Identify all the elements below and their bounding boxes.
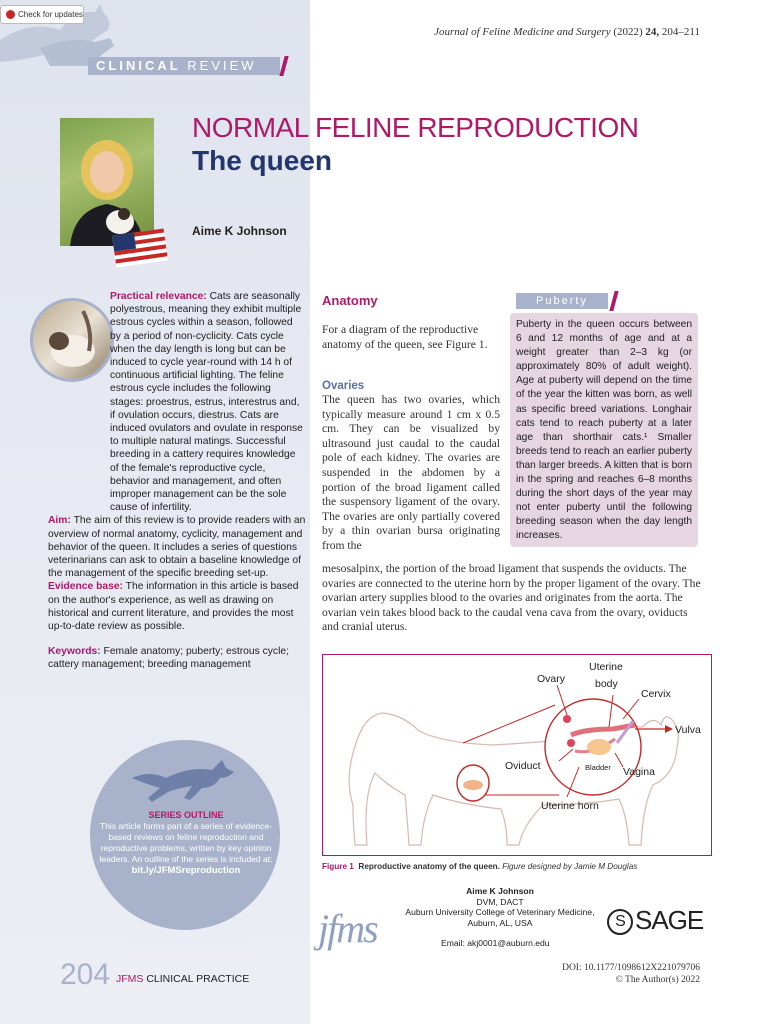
doi-link[interactable]: DOI: 10.1177/1098612X221079706 (562, 963, 700, 973)
sage-logo: S SAGE (607, 905, 703, 936)
author-contact: Aime K Johnson DVM, DACT Auburn University College of Veterinary Medicine, Auburn, AL, USA (405, 886, 595, 928)
article-summary: Practical relevance: Cats are seasonally polyestrous, meaning they exhibit multiple estrous cycles within a season, followed by a period of non-cyclicity. Cats cycle when the day length is long but can be induced to cycle year-round with 14 h of continuous artificial lighting. The feline estrous cycle includes the following stages: proestrus, estrus, interestrus and, if ovulation occurs, diestrus. Cats are induced ovulators and ovulate in response to multiple natural matings. Successful breeding in a cattery requires knowledge of the female's reproductive cycle, behavior and management, and often improper management can be the sole cause of infertility. Aim: The aim of this review is to provide readers with an overview of normal anatomy, cyclicity, management and behavior of the queen. It includes a series of questions veterinarians can ask to obtain a baseline knowledge of the management of the specific breeding set-up. Evidence base: The information in this article is based on the author's experience, as well as drawing on historical and current literature, and provides the most up-to-date review as possible. Keywords: Female anatomy; puberty; estrous cycle; cattery management; breeding management (48, 291, 306, 671)
running-cat-icon (130, 748, 240, 804)
ovaries-text: The queen has two ovaries, which typically measure around 1 cm x 0.5 cm. They can be visualized by ultrasound just caudal to the caudal pole of each kidney. The ovaries are suspended in the abdomen by a portion of the broad ligament called the suspensory ligament of the ovary. The ovaries are only partially covered by a thin ovarian bursa originating from the (322, 393, 500, 552)
label-ovary: Ovary (537, 673, 566, 685)
footer-journal: JFMS CLINICAL PRACTICE (116, 973, 250, 985)
author-name: Aime K Johnson (192, 224, 287, 238)
label-cervix: Cervix (641, 688, 671, 700)
check-for-updates-button[interactable]: Check for updates (0, 5, 84, 24)
label-uterine-body-1: Uterine (589, 661, 623, 673)
us-flag-icon (110, 226, 170, 270)
puberty-accent-slash (609, 291, 618, 311)
ovaries-text-continued: mesosalpinx, the portion of the broad ligament that suspends the oviducts. The ovaries are connected to the uterine horn by the proper ligament of the ovary. The ovarian artery supplies blood to the ovaries and originates from the aorta. The ovarian vein takes blood back to the caudal vena cava from the ovary, oviducts and cranial uterus. (322, 562, 701, 634)
author-email[interactable]: Email: akj0001@auburn.edu (441, 938, 550, 948)
series-outline-text: SERIES OUTLINE This article forms part of a series of evidence-based reviews on feline reproduction and reproductive problems, written by key opinion leaders. An outline of the series is included at: bit.ly/JFMSreproduction (96, 810, 276, 876)
figure-1 (322, 654, 712, 856)
ovaries-heading: Ovaries (322, 380, 365, 392)
article-title-line2: The queen (192, 145, 333, 176)
label-vagina: Vagina (623, 766, 655, 778)
label-oviduct: Oviduct (505, 760, 541, 772)
series-link[interactable]: bit.ly/JFMSreproduction (131, 865, 241, 876)
puberty-heading: Puberty (516, 293, 608, 309)
label-bladder: Bladder (585, 763, 611, 772)
article-title-line1: NORMAL FELINE REPRODUCTION (192, 112, 639, 143)
anatomy-intro: For a diagram of the reproductive anatomy of the queen, see Figure 1. (322, 323, 488, 351)
puberty-text: Puberty in the queen occurs between 6 and 12 months of age and at a weight greater than 2–3 kg (or approximately 80% of adult weight). Age at puberty will depend on the time of the year the kitten was born, as well as specific breed variations. Longhair cats tend to reach puberty at a later age than shorthair cats.¹ Smaller breeds tend to reach an earlier puberty than larger breeds. A kitten that is born in the spring and reaches 6–8 months during the short days of the year may not enter puberty until the following breeding season when the day length increases. (516, 319, 692, 542)
anatomy-heading: Anatomy (322, 293, 378, 308)
label-uterine-body-2: body (595, 678, 618, 690)
figure-caption: Figure 1 Reproductive anatomy of the queen. Figure designed by Jamie M Douglas (322, 862, 638, 871)
journal-reference: Journal of Feline Medicine and Surgery (2022) 24, 204–211 (434, 26, 700, 38)
doi-copyright: DOI: 10.1177/1098612X221079706 © The Author(s) 2022 (562, 963, 700, 985)
jfms-logo: jfms (318, 906, 377, 951)
update-icon (6, 10, 15, 19)
page-number: 204 (60, 958, 111, 991)
section-header-label: CLINICAL REVIEW (96, 58, 257, 73)
label-uterine-horn: Uterine horn (541, 800, 599, 812)
label-vulva: Vulva (675, 724, 701, 736)
